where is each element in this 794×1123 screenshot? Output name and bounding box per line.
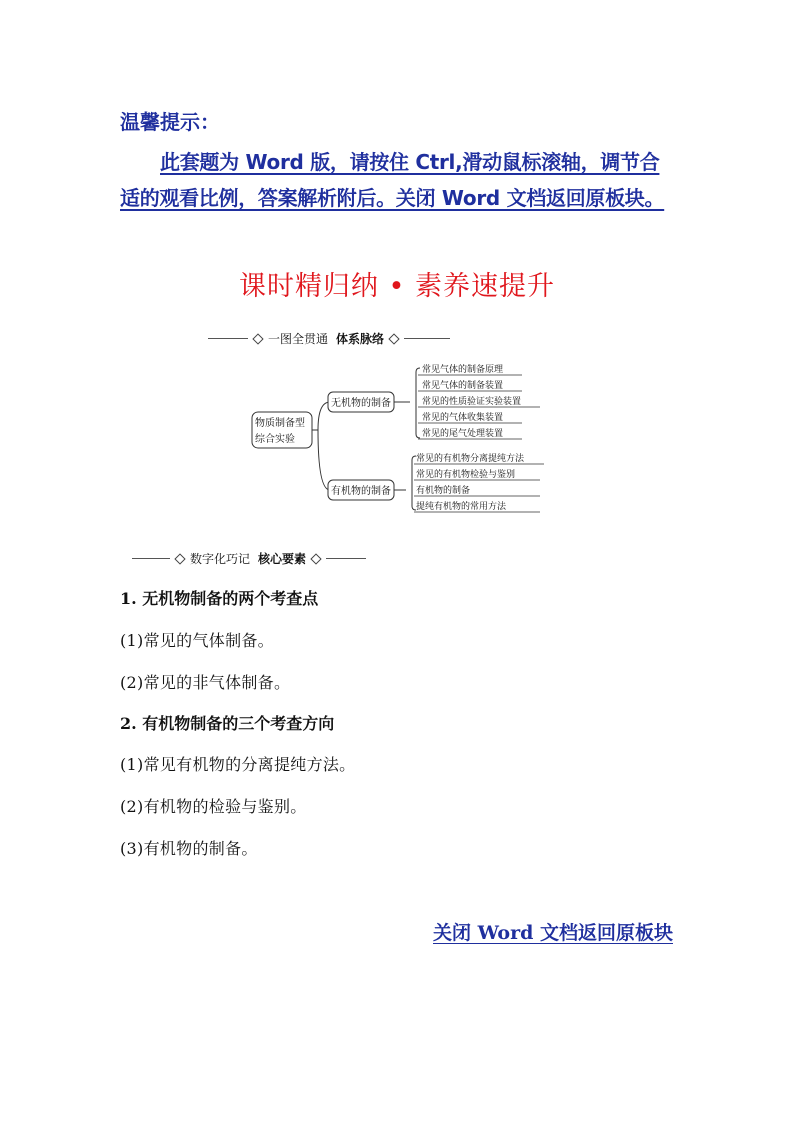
diagram-item: 常见气体的制备装置 — [422, 381, 504, 391]
divider-right — [404, 338, 450, 339]
diagram-item: 提纯有机物的常用方法 — [416, 502, 507, 512]
diagram-item: 常见的有机物检验与鉴别 — [416, 470, 516, 480]
section-sub: 数字化巧记 — [190, 552, 251, 566]
section-header-system — [208, 330, 450, 347]
section-sub: 一图全贯通 — [268, 332, 329, 346]
diagram-root-connector — [312, 402, 330, 490]
list-item: (2)常见的非气体制备。 — [120, 673, 291, 692]
tip-title: 温馨提示： — [120, 110, 220, 134]
diamond-icon — [388, 333, 399, 344]
list-item: (1)常见的气体制备。 — [120, 631, 274, 650]
heading-inorganic: 1. 无机物制备的两个考查点 — [120, 589, 319, 608]
diamond-icon — [252, 333, 263, 344]
section-strong: 核心要素 — [258, 552, 307, 566]
list-item: (2)有机物的检验与鉴别。 — [120, 797, 307, 816]
main-title: 课时精归纳 • 素养速提升 — [238, 271, 556, 302]
diagram-item: 常见的尾气处理装置 — [422, 429, 504, 439]
diagram-item: 有机物的制备 — [416, 486, 471, 496]
divider-left — [208, 338, 248, 339]
diamond-icon — [174, 553, 185, 564]
diagram-root-line1: 物质制备型 — [255, 418, 305, 429]
diagram-root-line2: 综合实验 — [255, 434, 295, 445]
divider-right — [326, 558, 366, 559]
diagram-inorganic-items — [418, 363, 540, 439]
list-item: (1)常见有机物的分离提纯方法。 — [120, 755, 356, 774]
diagram-branch-organic-connector — [394, 456, 416, 510]
diagram-organic-items — [414, 452, 544, 512]
diagram-branch-organic-label: 有机物的制备 — [331, 486, 391, 497]
section-strong: 体系脉络 — [336, 332, 385, 346]
section-header-core — [132, 550, 366, 567]
diagram-branch-inorganic-label: 无机物的制备 — [331, 398, 391, 409]
concept-diagram — [240, 354, 560, 520]
close-word-link[interactable]: 关闭 Word 文档返回原板块 — [433, 922, 673, 944]
tip-body: 此套题为 Word 版，请按住 Ctrl,滑动鼠标滚轴，调节合适的观看比例，答案解析附后。关闭 Word 文档返回原板块。 — [120, 150, 665, 210]
list-item: (3)有机物的制备。 — [120, 839, 258, 858]
divider-left — [132, 558, 170, 559]
diagram-item: 常见的有机物分离提纯方法 — [416, 454, 525, 464]
diagram-item: 常见气体的制备原理 — [422, 365, 504, 375]
heading-organic: 2. 有机物制备的三个考查方向 — [120, 714, 335, 733]
diagram-item: 常见的气体收集装置 — [422, 413, 504, 423]
diamond-icon — [310, 553, 321, 564]
diagram-item: 常见的性质验证实验装置 — [422, 397, 522, 407]
diagram-branch-inorganic-connector — [394, 368, 420, 438]
